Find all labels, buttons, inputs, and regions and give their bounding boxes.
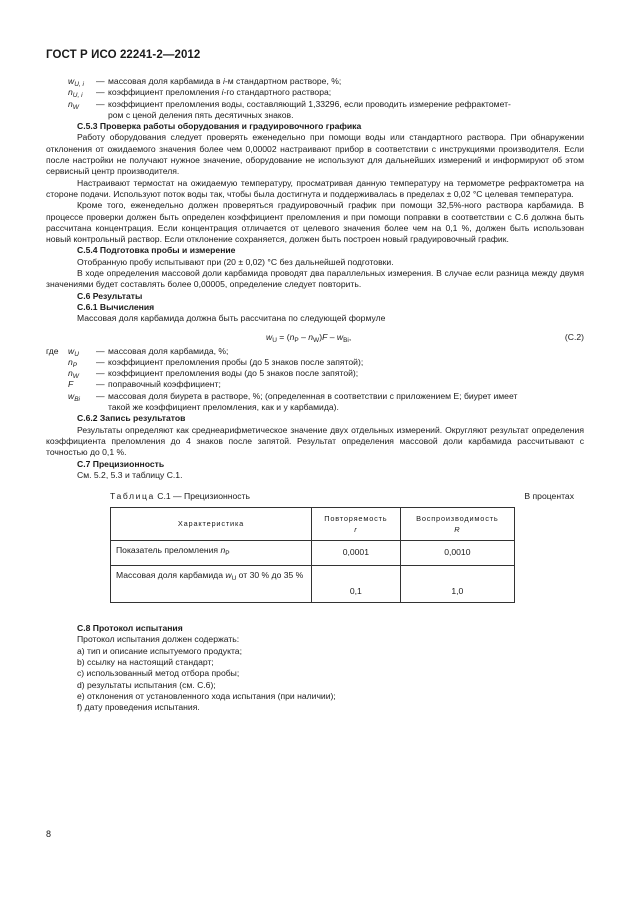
variable-line: $w_{U, i}$ — массовая доля карбамида в i-м стандартном растворе, %;: [68, 76, 342, 88]
table-row: Показатель преломления $n_P$ 0,0001 0,0010: [111, 541, 515, 566]
table-header-row: [111, 508, 515, 541]
variable-line: $w_{Bi}$ — массовая доля биурета в растворе, %; (определенная в соответствии с приложением Е; биурет имеет такой же коэффициент преломления, как и у карбамида).: [68, 390, 518, 413]
paragraph: Настраивают термостат на ожидаемую температуру, просматривая данную температуру на термометре рефрактометра на стороне подачи. Используют поток воды так, чтобы была достигнута и поддерживалась в пределах ± 0,02 °С целевая температура.: [46, 177, 584, 199]
page-content: [46, 76, 584, 713]
table-row: Массовая доля карбамида $w_U$ от 30 % до 35 % 0,1 1,0: [111, 566, 515, 603]
section-heading: С.5.4 Подготовка пробы и измерение: [77, 245, 236, 256]
table-caption-row: [46, 489, 584, 505]
variable-line: $n_P$ — коэффициент преломления пробы (до 5 знаков после запятой);: [68, 356, 364, 369]
paragraph: Массовая доля карбамида должна быть рассчитана по следующей формуле: [77, 313, 386, 324]
section-heading: С.6 Результаты: [77, 290, 143, 301]
list-item: d) результаты испытания (см. С.6);: [77, 679, 216, 690]
list-item: e) отклонения от установленного хода испытания (при наличии);: [77, 690, 336, 701]
variable-line: $n_W$ — коэффициент преломления воды, составляющий 1,33296, если проводить измерение рефрактомет- ром с ценой деления пять десятичных знаков.: [68, 98, 511, 120]
column-header: Характеристика: [111, 508, 312, 541]
page-number: 8: [46, 829, 52, 839]
variable-line: $n_{U, i}$ — коэффициент преломления i-го стандартного раствора;: [68, 87, 332, 100]
formula: $w_U = (n_P - n_W)F - w_{Bi}$,: [266, 331, 352, 344]
table-units: В процентах: [524, 491, 574, 502]
formula-c2: [46, 329, 584, 346]
paragraph: Работу оборудования следует проверять еженедельно при помощи воды или стандартного раствора. При обнаружении отклонения от ожидаемого значения более чем 0,00002 настраивают прибор в соответствии с инструкциями производителя. Если после настройки не получают нужное значение, оборудование не используют для дальнейших измерений и информируют об этом сервисный центр производителя.: [46, 132, 584, 177]
column-header: Воспроизводимость R: [400, 508, 514, 541]
variable-line: $n_W$ — коэффициент преломления воды (до 5 знаков после запятой);: [68, 368, 359, 381]
subsection-heading: С.6.1 Вычисления: [77, 301, 155, 312]
list-item: b) ссылку на настоящий стандарт;: [77, 656, 214, 667]
list-item: f) дату проведения испытания.: [77, 702, 200, 713]
section-heading: С.7 Прецизионность: [77, 458, 165, 469]
paragraph: Отобранную пробу испытывают при (20 ± 0,02) °С без дальнейшей подготовки.: [77, 256, 394, 267]
list-item: a) тип и описание испытуемого продукта;: [77, 645, 242, 656]
precision-table: [110, 507, 515, 603]
list-item: c) использованный метод отбора пробы;: [77, 668, 240, 679]
section-heading: С.5.3 Проверка работы оборудования и градуировочного графика: [77, 121, 362, 132]
paragraph: См. 5.2, 5.3 и таблицу С.1.: [77, 469, 183, 480]
document-header: ГОСТ Р ИСО 22241-2—2012: [46, 49, 201, 61]
paragraph: Результаты определяют как среднеарифметическое значение двух отдельных измерений. Округляют результат определения коэффициента преломления до 4 знаков после запятой. Результат определения массовой доли карбамида рассчитывают с точностью до 0,1 %.: [46, 424, 584, 458]
subsection-heading: С.6.2 Запись результатов: [77, 413, 186, 424]
variable-line: F — поправочный коэффициент;: [68, 379, 221, 390]
variable-line: где $w_U$ — массовая доля карбамида, %;: [46, 345, 229, 358]
paragraph: Кроме того, еженедельно должен проверяться градуировочный график при помощи 32,5%-ного раствора карбамида. В процессе проверки должен быть определен коэффициент преломления и при помощи поправки в соответствии с С.6 должна быть рассчитана концентрация. Если концентрация отличается от целевого значения более чем на 0,1 %, должен быть использован новый контрольный раствор. Если отклонение сохраняется, должен быть построен новый градуировочный график.: [46, 200, 584, 245]
paragraph: Протокол испытания должен содержать:: [77, 634, 240, 645]
paragraph: В ходе определения массовой доли карбамида проводят два параллельных измерения. В случае если разница между двумя значениями будет составлять более 0,00005, определение следует повторить.: [46, 268, 584, 290]
column-header: Повторяемость r: [312, 508, 401, 541]
section-heading: С.8 Протокол испытания: [77, 623, 183, 634]
formula-number: (С.2): [564, 331, 584, 342]
table-caption: Таблица С.1 — Прецизионность: [110, 491, 250, 502]
